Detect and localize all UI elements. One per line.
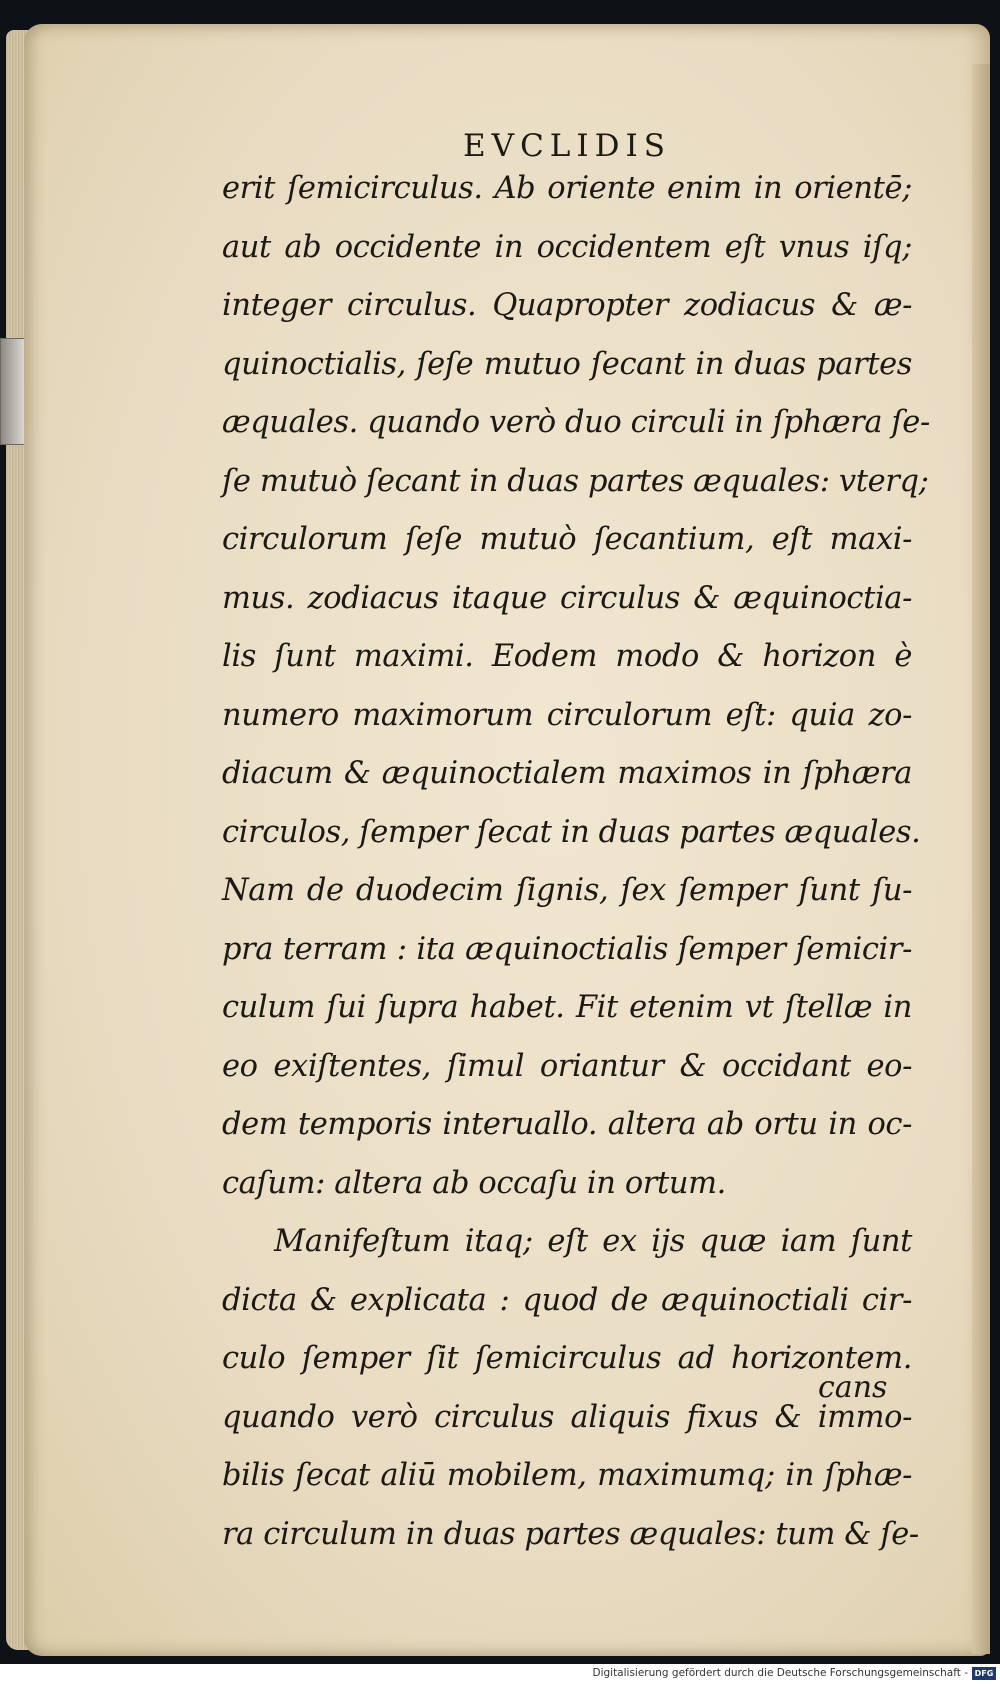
text-line: erit ſemicirculus. Ab oriente enim in orientē; (222, 171, 912, 206)
dfg-logo: DFG (972, 1667, 996, 1680)
text-line: culum ſui ſupra habet. Fit etenim vt ſtellæ in (222, 990, 912, 1025)
text-line: numero maximorum circulorum eſt: quia zo- (222, 697, 912, 733)
text-line-paragraph-end: caſum: altera ab occaſu in ortum. (222, 1165, 726, 1201)
text-line: ra circulum in duas partes æquales: tum & ſe- (222, 1516, 919, 1552)
text-line: diacum & æquinoctialem maximos in ſphæra (222, 756, 912, 791)
text-line: Nam de duodecim ſignis, ſex ſemper ſunt ſu- (222, 873, 912, 908)
text-line: lis ſunt maximi. Eodem modo & horizon è (222, 639, 912, 674)
text-line: eo exiſtentes, ſimul oriantur & occidant eo- (222, 1048, 912, 1084)
text-line-paragraph-start: Manifeſtum itaq; eſt ex ijs quæ iam ſunt (274, 1224, 912, 1259)
text-line: dicta & explicata : quod de æquinoctiali cir- (222, 1282, 912, 1318)
text-line: æquales. quando verò duo circuli in ſphæra ſe- (222, 405, 930, 440)
text-line: bilis ſecat aliū mobilem, maximumq; in ſphæ- (222, 1458, 912, 1493)
body-text (222, 160, 930, 1564)
page-gutter-edge (972, 64, 990, 1654)
text-line: quando verò circulus aliquis fixus & immo- (222, 1399, 912, 1435)
text-line: aut ab occidente in occidentem eſt vnus iſq; (222, 229, 912, 265)
text-line: circulorum ſeſe mutuò ſecantium, eſt maxi- (222, 522, 912, 557)
text-line: pra terram : ita æquinoctialis ſemper ſemicir- (222, 931, 912, 967)
text-line: culo ſemper ſit ſemicirculus ad horizontem. (222, 1341, 912, 1376)
text-line: integer circulus. Quapropter zodiacus & æ- (222, 288, 912, 323)
digitization-credit: Digitalisierung gefördert durch die Deutsche Forschungsgemeinschaft - (592, 1667, 968, 1679)
text-line: ſe mutuò ſecant in duas partes æquales: vterq; (222, 463, 929, 499)
running-head: EVCLIDIS (463, 128, 671, 164)
text-line: dem temporis interuallo. altera ab ortu in oc- (222, 1107, 912, 1142)
text-line: mus. zodiacus itaque circulus & æquinoctia- (222, 580, 912, 616)
text-line: circulos, ſemper ſecat in duas partes æquales. (222, 814, 921, 850)
catchword: cans (818, 1370, 888, 1405)
text-line: quinoctialis, ſeſe mutuo ſecant in duas partes (222, 346, 912, 382)
